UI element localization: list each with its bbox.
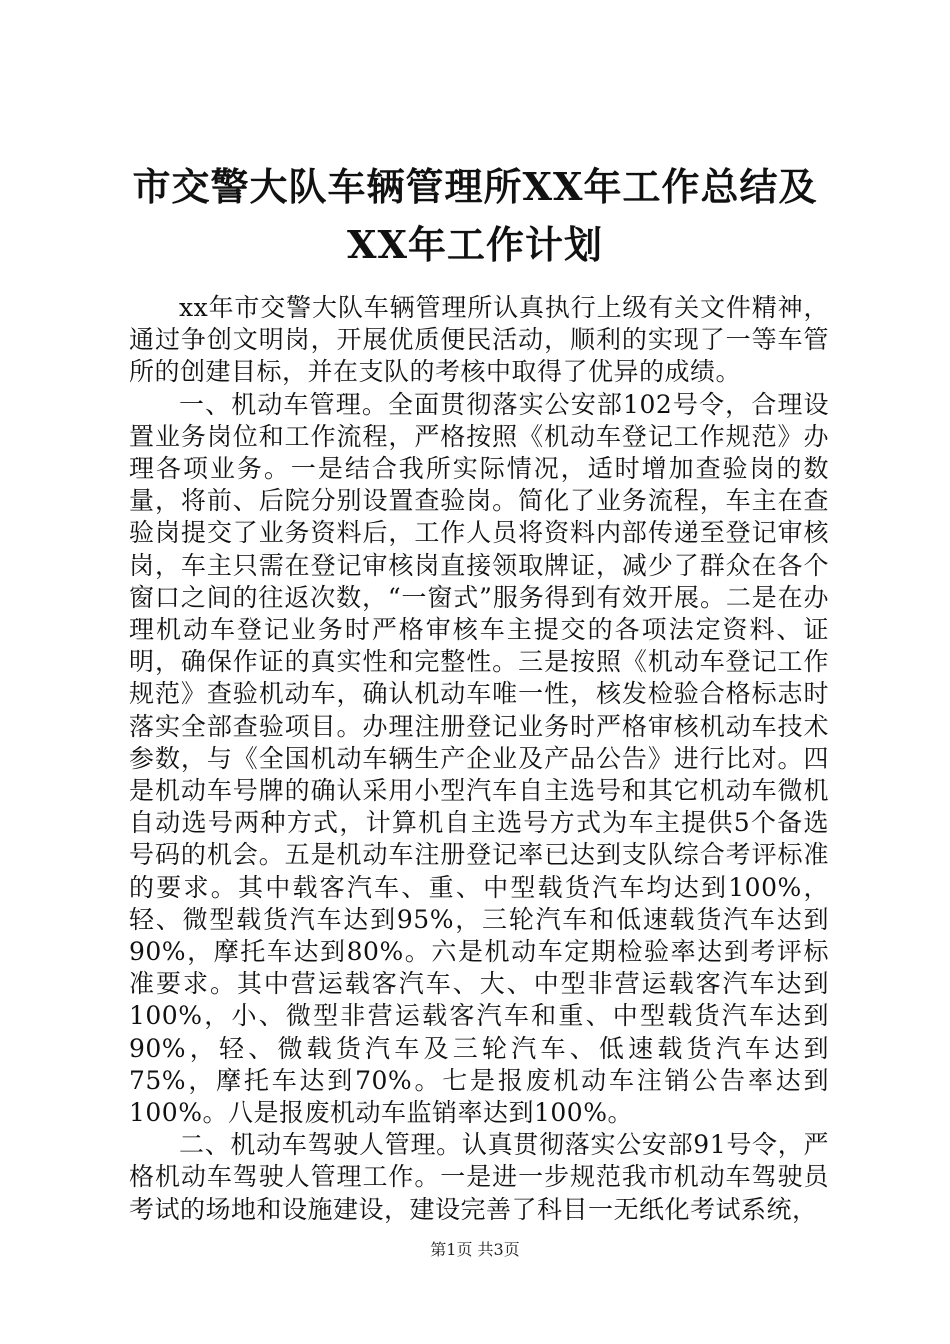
paragraph-driver-management: 二、机动车驾驶人管理。认真贯彻落实公安部91号令，严格机动车驾驶人管理工作。一是进一步规范我市机动车驾驶员考试的场地和设施建设，建设完善了科目一无纸化考试系统， <box>129 1130 829 1224</box>
page-footer: 第1页 共3页 <box>430 1240 520 1259</box>
document-title: 市交警大队车辆管理所XX年工作总结及XX年工作计划 <box>132 164 818 267</box>
paragraph-vehicle-management: 一、机动车管理。全面贯彻落实公安部102号令，合理设置业务岗位和工作流程，严格按照《机动车登记工作规范》办理各项业务。一是结合我所实际情况，适时增加查验岗的数量，将前、后院分别设置查验岗。简化了业务流程，车主在查验岗提交了业务资料后，工作人员将资料内部传递至登记审核岗，车主只需在登记审核岗直接领取牌证，减少了群众在各个窗口之间的往返次数，“一窗式”服务得到有效开展。二是在办理机动车登记业务时严格审核车主提交的各项法定资料、证明，确保作证的真实性和完整性。三是按照《机动车登记工作规范》查验机动车，确认机动车唯一性，核发检验合格标志时落实全部查验项目。办理注册登记业务时严格审核机动车技术参数，与《全国机动车辆生产企业及产品公告》进行比对。四是机动车号牌的确认采用小型汽车自主选号和其它机动车微机自动选号两种方式，计算机自主选号方式为车主提供5个备选号码的机会。五是机动车注册登记率已达到支队综合考评标准的要求。其中载客汽车、重、中型载货汽车均达到100%，轻、微型载货汽车达到95%，三轮汽车和低速载货汽车达到90%，摩托车达到80%。六是机动车定期检验率达到考评标准要求。其中营运载客汽车、大、中型非营运载客汽车达到100%，小、微型非营运载客汽车和重、中型载货汽车达到90%，轻、微载货汽车及三轮汽车、低速载货汽车达到75%，摩托车达到70%。七是报废机动车注销公告率达到100%。八是报废机动车监销率达到100%。 <box>129 389 829 1128</box>
document-body <box>129 292 829 1226</box>
paragraph-intro: xx年市交警大队车辆管理所认真执行上级有关文件精神，通过争创文明岗，开展优质便民活动，顺利的实现了一等车管所的创建目标，并在支队的考核中取得了优异的成绩。 <box>129 293 829 387</box>
